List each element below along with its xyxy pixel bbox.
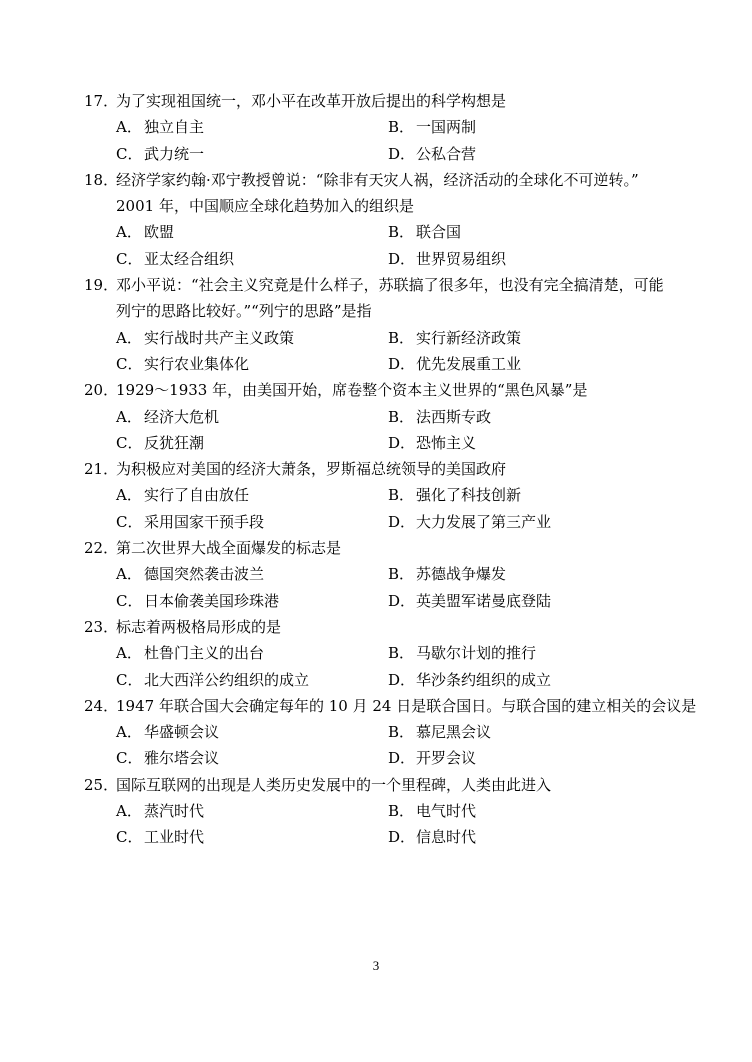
question-number: 23． (84, 617, 119, 636)
option-row (84, 141, 684, 167)
option-row (84, 482, 684, 508)
option-text: 公私合营 (416, 144, 477, 163)
question-text-line: 邓小平说：“社会主义究竟是什么样子，苏联搞了很多年，也没有完全搞清楚，可能 (116, 276, 664, 295)
answer-option (388, 588, 660, 614)
question-stem (84, 272, 684, 325)
option-text: 武力统一 (144, 144, 205, 163)
option-text: 雅尔塔会议 (144, 749, 220, 768)
answer-option (116, 141, 388, 167)
option-text: 世界贸易组织 (416, 249, 507, 268)
question-item (84, 88, 684, 167)
option-letter: B． (388, 486, 415, 505)
option-text: 信息时代 (416, 828, 477, 847)
option-letter: A． (116, 118, 142, 137)
option-letter: C． (116, 749, 143, 768)
question-stem (84, 535, 684, 561)
option-letter: C． (116, 512, 143, 531)
question-number: 18． (84, 170, 119, 189)
option-row (84, 246, 684, 272)
question-text-line: 为积极应对美国的经济大萧条，罗斯福总统领导的美国政府 (116, 460, 507, 479)
question-number: 21． (84, 460, 119, 479)
option-row (84, 667, 684, 693)
option-text: 慕尼黑会议 (416, 723, 492, 742)
question-stem (84, 614, 684, 640)
question-text-line: 1929～1933 年，由美国开始，席卷整个资本主义世界的“黑色风暴”是 (116, 381, 588, 400)
answer-option (116, 114, 388, 140)
answer-option (388, 482, 660, 508)
answer-option (116, 219, 388, 245)
question-text (116, 377, 684, 403)
question-item (84, 693, 697, 772)
option-row (84, 824, 684, 850)
option-row (84, 430, 684, 456)
option-letter: D． (388, 354, 416, 373)
option-letter: D． (388, 828, 416, 847)
option-row (84, 325, 684, 351)
question-text (116, 535, 684, 561)
option-text: 联合国 (416, 223, 462, 242)
option-letter: B． (388, 223, 415, 242)
option-text: 日本偷袭美国珍珠港 (144, 591, 280, 610)
answer-option (388, 404, 660, 430)
option-letter: B． (388, 565, 415, 584)
option-text: 北大西洋公约组织的成立 (144, 670, 310, 689)
option-row (84, 404, 684, 430)
option-letter: A． (116, 802, 142, 821)
option-letter: D． (388, 433, 416, 452)
option-text: 独立自主 (144, 118, 205, 137)
option-letter: C． (116, 828, 143, 847)
option-letter: D． (388, 249, 416, 268)
option-letter: B． (388, 644, 415, 663)
option-text: 实行了自由放任 (144, 486, 250, 505)
option-row (84, 588, 684, 614)
question-stem (84, 456, 684, 482)
option-text: 马歇尔计划的推行 (416, 644, 537, 663)
option-text: 英美盟军诺曼底登陆 (416, 591, 552, 610)
option-text: 优先发展重工业 (416, 354, 522, 373)
question-number: 22． (84, 539, 119, 558)
option-letter: B． (388, 802, 415, 821)
answer-option (388, 141, 660, 167)
question-text (116, 272, 684, 325)
question-stem (84, 693, 697, 719)
option-letter: D． (388, 512, 416, 531)
option-text: 采用国家干预手段 (144, 512, 265, 531)
option-row (84, 509, 684, 535)
question-text-line: 经济学家约翰·邓宁教授曾说：“除非有天灾人祸，经济活动的全球化不可逆转。” (116, 170, 639, 189)
page-number: 3 (372, 958, 380, 973)
question-item (84, 772, 684, 851)
option-text: 华沙条约组织的成立 (416, 670, 552, 689)
question-item (84, 456, 684, 535)
question-text-line: 2001 年，中国顺应全球化趋势加入的组织是 (116, 197, 414, 216)
answer-option (116, 482, 388, 508)
answer-option (388, 430, 660, 456)
question-text (116, 693, 696, 719)
option-letter: D． (388, 670, 416, 689)
option-text: 实行战时共产主义政策 (144, 328, 295, 347)
option-letter: B． (388, 407, 415, 426)
option-text: 苏德战争爆发 (416, 565, 507, 584)
question-text-line: 第二次世界大战全面爆发的标志是 (116, 539, 342, 558)
question-number: 25． (84, 775, 119, 794)
question-text (116, 772, 684, 798)
option-letter: A． (116, 644, 142, 663)
option-text: 实行新经济政策 (416, 328, 522, 347)
option-letter: C． (116, 591, 143, 610)
option-text: 经济大危机 (144, 407, 220, 426)
answer-option (116, 824, 388, 850)
question-text-line: 标志着两极格局形成的是 (116, 617, 282, 636)
answer-option (388, 798, 660, 824)
answer-option (116, 588, 388, 614)
question-item (84, 272, 684, 377)
answer-option (116, 561, 388, 587)
option-text: 工业时代 (144, 828, 205, 847)
option-letter: A． (116, 328, 142, 347)
option-row (84, 114, 684, 140)
option-row (84, 219, 684, 245)
option-letter: B． (388, 723, 415, 742)
option-text: 杜鲁门主义的出台 (144, 644, 265, 663)
answer-option (116, 246, 388, 272)
option-letter: A． (116, 565, 142, 584)
question-item (84, 377, 684, 456)
answer-option (116, 745, 388, 771)
option-row (84, 640, 684, 666)
option-row (84, 351, 684, 377)
answer-option (116, 351, 388, 377)
question-stem (84, 88, 684, 114)
option-letter: D． (388, 749, 416, 768)
answer-option (388, 745, 660, 771)
question-text (116, 614, 684, 640)
option-letter: D． (388, 591, 416, 610)
option-text: 开罗会议 (416, 749, 477, 768)
answer-option (116, 509, 388, 535)
question-text-line: 列宁的思路比较好。”“列宁的思路”是指 (116, 302, 372, 321)
option-letter: A． (116, 486, 142, 505)
option-row (84, 719, 684, 745)
option-letter: A． (116, 223, 142, 242)
question-item (84, 535, 684, 614)
option-text: 电气时代 (416, 802, 477, 821)
option-text: 法西斯专政 (416, 407, 492, 426)
option-letter: A． (116, 723, 142, 742)
answer-option (116, 325, 388, 351)
option-text: 欧盟 (144, 223, 175, 242)
question-number: 17． (84, 92, 119, 110)
option-text: 实行农业集体化 (144, 354, 250, 373)
question-number: 20． (84, 381, 119, 400)
option-text: 华盛顿会议 (144, 723, 220, 742)
option-text: 恐怖主义 (416, 433, 477, 452)
question-number: 19． (84, 276, 119, 295)
answer-option (116, 719, 388, 745)
answer-option (116, 430, 388, 456)
option-letter: C． (116, 144, 143, 163)
option-text: 一国两制 (416, 118, 477, 137)
option-letter: C． (116, 433, 143, 452)
answer-option (116, 667, 388, 693)
option-text: 蒸汽时代 (144, 802, 205, 821)
answer-option (388, 509, 660, 535)
option-text: 德国突然袭击波兰 (144, 565, 265, 584)
question-stem (84, 377, 684, 403)
answer-option (388, 640, 660, 666)
question-stem (84, 167, 684, 220)
option-letter: C． (116, 670, 143, 689)
question-item (84, 167, 684, 272)
question-text-line: 为了实现祖国统一，邓小平在改革开放后提出的科学构想是 (116, 92, 507, 110)
option-letter: A． (116, 407, 142, 426)
option-row (84, 745, 684, 771)
option-text: 强化了科技创新 (416, 486, 522, 505)
option-text: 大力发展了第三产业 (416, 512, 552, 531)
question-item (84, 614, 684, 693)
option-text: 亚太经合组织 (144, 249, 235, 268)
answer-option (388, 719, 660, 745)
option-letter: B． (388, 118, 415, 137)
answer-option (388, 219, 660, 245)
option-row (84, 798, 684, 824)
question-text (116, 456, 684, 482)
answer-option (116, 640, 388, 666)
answer-option (388, 325, 660, 351)
question-text-line: 1947 年联合国大会确定每年的 10 月 24 日是联合国日。与联合国的建立相关的会议是 (116, 696, 697, 715)
answer-option (388, 351, 660, 377)
option-text: 反犹狂潮 (144, 433, 205, 452)
answer-option (388, 114, 660, 140)
question-text (116, 167, 684, 220)
answer-option (388, 824, 660, 850)
answer-option (388, 667, 660, 693)
option-letter: C． (116, 249, 143, 268)
option-letter: D． (388, 144, 416, 163)
answer-option (388, 246, 660, 272)
answer-option (116, 798, 388, 824)
answer-option (116, 404, 388, 430)
option-letter: B． (388, 328, 415, 347)
answer-option (388, 561, 660, 587)
option-letter: C． (116, 354, 143, 373)
question-text (116, 88, 684, 114)
question-list (84, 88, 697, 851)
question-number: 24． (84, 696, 119, 715)
question-stem (84, 772, 684, 798)
question-text-line: 国际互联网的出现是人类历史发展中的一个里程碑，人类由此进入 (116, 775, 552, 794)
option-row (84, 561, 684, 587)
